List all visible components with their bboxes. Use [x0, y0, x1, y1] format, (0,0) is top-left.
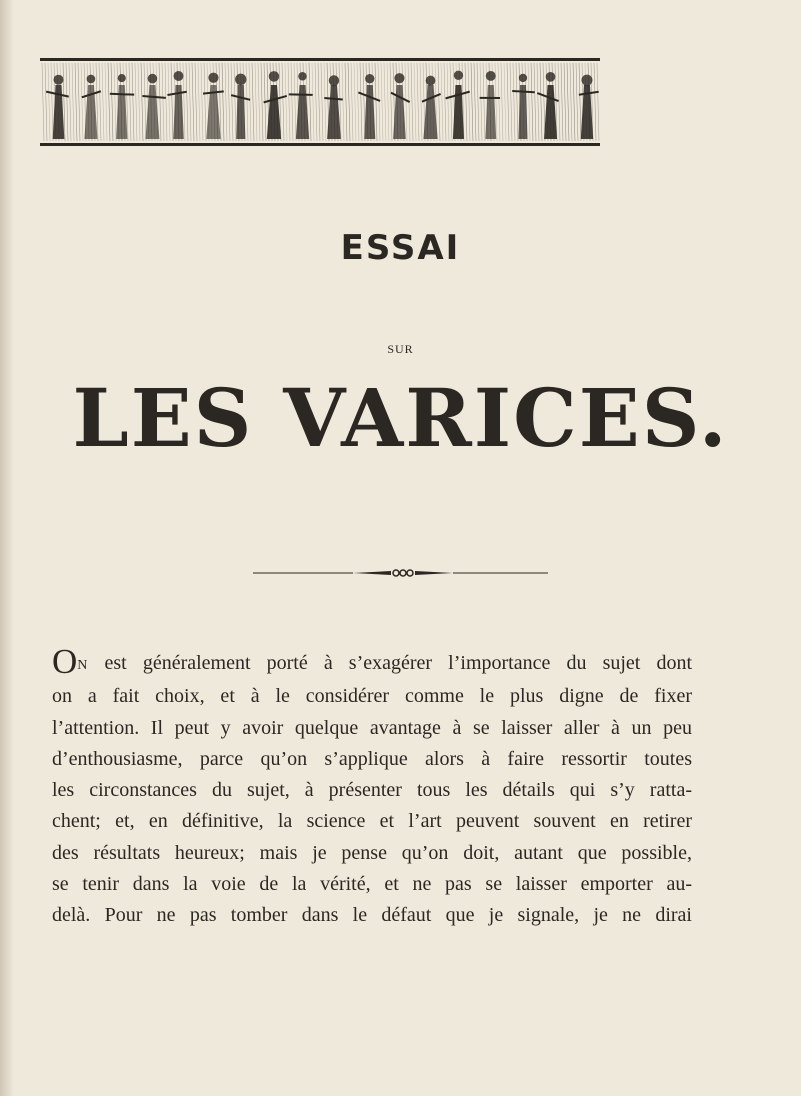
- small-caps-word: N: [77, 658, 89, 673]
- text-line-4: d’enthousiasme, parce qu’on s’applique alors à faire ressortir toutes: [52, 747, 692, 770]
- vignette-figure: [422, 76, 441, 139]
- text-line-9: delà. Pour ne pas tomber dans le défaut que je signale, je ne dirai: [52, 904, 692, 927]
- vignette-figure: [167, 71, 186, 139]
- engraved-vignette-illustration: [40, 58, 600, 146]
- text-line-5: les circonstances du sujet, à présenter tous les détails qui s’y ratta-: [52, 779, 692, 802]
- text-line-3: l’attention. Il peut y avoir quelque avantage à se laisser aller à un peu: [52, 716, 692, 739]
- text-line-2: on a fait choix, et à le considérer comme le plus digne de fixer: [52, 685, 692, 708]
- text-line-7: des résultats heureux; mais je pense qu’on doit, autant que possible,: [52, 841, 692, 864]
- vignette-figure: [480, 71, 500, 139]
- heading-connector: SUR: [387, 342, 414, 356]
- ornamental-rule: [253, 563, 548, 583]
- text-line-8: se tenir dans la voie de la vérité, et ne pas se laisser emporter au-: [52, 873, 692, 896]
- text-line-1: ON est généralement porté à s’exagérer l’importance du sujet dont: [52, 642, 692, 681]
- vignette-svg: [40, 61, 600, 143]
- page-gutter-shadow: [0, 0, 14, 1096]
- text-line-6: chent; et, en définitive, la science et l’art peuvent souvent en retirer: [52, 810, 692, 833]
- body-text: [52, 642, 692, 932]
- heading-kicker: ESSAI: [340, 228, 461, 268]
- drop-cap: O: [52, 642, 78, 681]
- page-title: LES VARICES.: [72, 371, 729, 465]
